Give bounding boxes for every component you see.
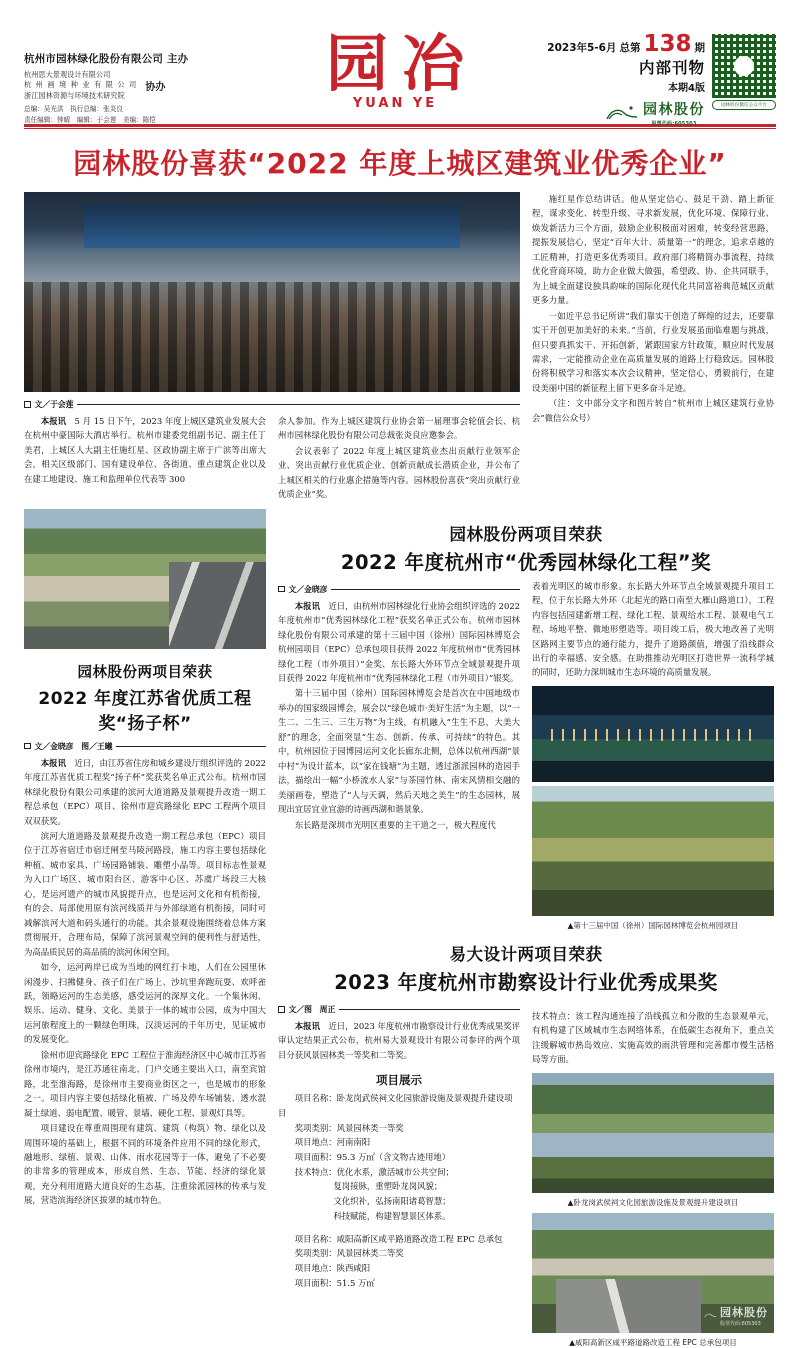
- leaf-hill-icon: [605, 103, 639, 123]
- stock-code: 股票代码:605303: [651, 121, 697, 127]
- watermark-title: 园林股份: [720, 1305, 768, 1319]
- article-3-para-4: 表着光明区的城市形象。东长路大外环节点全域景观提升项目工程，位于东长路大外环（北起光的路口南至大雁山路道口），工程内容包括园建新增工程、绿化工程、景观给水工程、景观电气工程、场地平整、微地形塑造等。项目竣工后，极大地改善了光明区路网主要节点的通行能力，提升了道路颜值，增强了沿线群众出行的幸福感、安全感。在助推推动光明区打造世界一流科学城的同时，还助力深圳城市生态环境的高质量发展。: [532, 580, 774, 678]
- company-logo: [547, 99, 705, 127]
- project-1-tech-1: [278, 1165, 520, 1180]
- publisher-name: 杭州市园林绿化股份有限公司 主办: [24, 53, 189, 65]
- article-2-heading: [24, 661, 266, 734]
- company-name: 园林股份: [643, 102, 705, 118]
- article-1-col-1: [24, 414, 266, 503]
- article-2-para-5: 项目建设在尊重周围现有建筑、建筑（构筑）物、绿化以及周围环境的基础上，根据不同的环境条件应用不同的绿化形式，融地形、绿植、景观、山体、雨水花园等于一体，避免了不必要的非常多的管理成本，形成自然、生态、节能、经济的绿化景观，充分利用道路大道良好的生态基，注重徐派园林的传承与发展，营造滨海经济区拔翠的城市特色。: [24, 1123, 266, 1206]
- masthead: [24, 0, 776, 127]
- article-4-col-1: [278, 997, 520, 1348]
- content-row-1: [24, 192, 776, 503]
- masthead-divider-thin: [24, 128, 776, 129]
- conference-photo: [24, 192, 520, 392]
- project-1-name-value: 卧龙岗武侯祠文化园旅游设施及景观提升建设项目: [278, 1093, 513, 1118]
- article-3-para-2: 第十三届中国（徐州）国际园林博览会是首次在中国地级市举办的国家级园博会，展会以“绿色城市·美好生活”为主题，以“一生二、二生三、三生万物”为主线，有机融入“生生不息，大美大舒”的理念，全面突显“生态、创新、传承、可持续”的特色。其中，杭州园位于园博园运河文化长廊东北侧，总体以杭州西湖“景中村”为设计蓝本，以“家在钱塘”为主题，透过浙派园林的造园手法，描绘出一幅“小桥流水人家”与茶园竹林、南宋风情相交融的美丽画卷，塑造了“人与天调，然后天地之美生”的生态园林，展现出宜居宜业宜游的诗画西湖和谐景象。: [278, 688, 520, 815]
- issue-number: 138: [643, 31, 692, 57]
- article-1-body-cols: [24, 414, 520, 503]
- article-2: [24, 509, 266, 1348]
- project-2-name-label: 项目名称：: [294, 1233, 337, 1244]
- logo-pinyin: YUAN YE: [352, 96, 438, 112]
- square-bullet-icon: [24, 743, 31, 750]
- byline-rule: [331, 589, 520, 590]
- article-3-heading-line2: 2022 年度杭州市“优秀园林绿化工程”奖: [340, 550, 712, 574]
- article-4-tech-note: [532, 1009, 774, 1067]
- article-2-heading-line2: 2022 年度江苏省优质工程奖“扬子杯”: [38, 688, 252, 734]
- east-road-night-photo: [532, 686, 774, 782]
- article-1-para-4: 施红星作总结讲话。他从坚定信心、鼓足干劲、踏上新征程，谋求变化、转型升级、寻求新发展，优化环境、保障行业、焕发新活力三个方面，鼓励企业积极面对困难，转变经营思路，提振发展信心，坚定“百年大计、质量第一”的理念，追求卓越的工匠精神，打造更多优秀项目。政府部门将精简办事流程，持续优化营商环境，助力企业做大做强，希望政、协、企共同联手，为上城全面建设独具韵味的国际化现代化共同富裕典范城区贡献更多力量。: [532, 194, 774, 306]
- article-2-para-1: 本报讯 近日，由江苏省住房和城乡建设厅组织评选的 2022 年度江苏省优质工程奖“扬子杯”奖获奖名单正式公布。杭州市园林绿化股份有限公司承建的滨河大道道路及景观提升改造一期工程总承包（EPC）项目、徐州市迎宾路绿化 EPC 工程两个项目双双获奖。: [24, 757, 266, 826]
- leaf-hill-icon: [704, 1310, 717, 1320]
- publication-logo: [278, 27, 513, 112]
- article-4-intro-para: 本报讯 近日，2023 年度杭州市勘察设计行业优秀成果奖评审认定结果正式公布，杭州易大景观设计有限公司参评的两个项目分获风景园林类一等奖和二等奖。: [278, 1020, 520, 1060]
- article-1-col-2: [278, 414, 520, 503]
- co-organizer-3: 浙江园林资源与环境技术研究院: [24, 90, 125, 100]
- project-1-tech-item-1: 优化水系，激活城市公共空间；: [336, 1166, 454, 1177]
- square-bullet-icon: [278, 586, 285, 593]
- co-organizer-block: [24, 70, 274, 101]
- article-2-byline-text: 文／金晓彦 图／王曦: [34, 741, 113, 751]
- article-2-para-4: 徐州市迎宾路绿化 EPC 工程位于淮海经济区中心城市江苏省徐州市境内，是江苏通往南北、门户交通主要出入口，南至宾馆路，北至淮海路，是徐州市主要商业街区之一，也是城市的形象之一。项目内容主要包括绿化植被、广场及停车场铺装、透水混凝土绿道、弱电配置、暖管、景墙、硬化工程、景观灯具等。: [24, 1049, 266, 1118]
- article-1-para-1: 本报讯 5 月 15 日下午，2023 年度上城区建筑业发展大会在杭州中豪国际大酒店举行。杭州市建委党组副书记、副主任丁美君，上城区人大副主任施红星、区政协副主席于广滨等出席大会，相关区级部门、国有建设单位、各街道、重点建筑企业以及在建工地建设、施工和监理单位代表等 300: [24, 416, 266, 484]
- issue-prefix: 总第: [619, 42, 641, 54]
- article-3-col-1: [278, 577, 520, 931]
- project-2-name-value: 咸阳高新区咸平路道路改造工程 EPC 总承包: [336, 1233, 503, 1244]
- co-organizer-2: 杭 州 画 境 种 业 有 限 公 司: [24, 80, 138, 90]
- project-2-area: 项目面积：51.5 万㎡: [294, 1277, 375, 1288]
- article-1-left: [24, 192, 520, 503]
- article-3-col-2: [532, 577, 774, 931]
- square-bullet-icon: [278, 1006, 285, 1013]
- article-2-heading-line1: 园林股份两项目荣获: [77, 664, 213, 681]
- article-3-byline: [278, 584, 520, 595]
- article-3-photo-caption: ▲第十三届中国（徐州）国际园林博览会杭州园项目: [567, 920, 739, 930]
- article-2-para-2: 滨河大道道路及景观提升改造一期工程总承包（EPC）项目位于江苏省宿迁市宿迁闸至马陵河路段，施工内容主要包括绿化种植、城市家具、广场园路铺装、雕塑小品等。项目标志性景观为入口广场区、城市阳台区、游客中心区、苏虞广场段三大核心，是运河遗产的城市风貌提升点，也是运河文化和有机衔接，有的会、局部使用原有滨河线质并与外部绿道有机衔接，同时可减解滨河大道和码头通行的功能。其余景观设施围绕着总体方案贯彻展开，合理布局，保障了滨河景观空间的便利性与舒适性，为高品质民居的高品质的滨河休闲空间。: [24, 830, 266, 957]
- issue-date: 2023年5-6月: [547, 42, 617, 54]
- article-4-byline-text: 文／图 周正: [288, 1004, 336, 1014]
- content-row-2: [24, 509, 776, 1348]
- project-2-location: 项目地点：陕西咸阳: [294, 1262, 371, 1273]
- watermark: [704, 1304, 768, 1327]
- square-bullet-icon: [24, 401, 31, 408]
- article-2-body: [24, 756, 266, 1208]
- masthead-issue-block: [516, 30, 776, 127]
- credits-line-2: 责任编辑：钟晴 编辑：于会莲 美编：陈恺: [24, 115, 156, 124]
- byline-rule: [339, 1009, 520, 1010]
- project-showcase-title: 项目展示: [376, 1073, 422, 1088]
- internal-publication-label: 内部刊物: [638, 59, 705, 77]
- article-3-heading: [278, 521, 774, 575]
- editorial-credits: [24, 104, 274, 125]
- article-4-byline: [278, 1004, 520, 1015]
- project-1-tech-4: 科技赋能，构建智慧景区体系。: [333, 1210, 451, 1221]
- project-1-award: 奖项类别：风景园林类一等奖: [294, 1122, 404, 1133]
- wolonggang-photo: [532, 1073, 774, 1193]
- article-3-body-left: [278, 599, 520, 832]
- article-4-heading-line2: 2023 年度杭州市勘察设计行业优秀成果奖: [334, 970, 718, 994]
- article-4-photo-caption-1: ▲卧龙岗武侯祠文化园旅游设施及景观提升建设项目: [567, 1197, 739, 1207]
- project-1: [278, 1091, 520, 1223]
- page-count-label: 本期4版: [668, 83, 705, 94]
- co-organizer-label: 协办: [145, 81, 166, 93]
- byline-rule: [77, 404, 520, 405]
- article-1-col-3: [532, 192, 774, 503]
- article-4-col-2: [532, 997, 774, 1348]
- credits-line-1: 总编：吴光洪 执行总编：张炎良: [24, 105, 123, 114]
- article-4-intro: [278, 1019, 520, 1062]
- article-1-para-2: 余人参加。作为上城区建筑行业协会第一届理事会轮值会长、杭州市园林绿化股份有限公司总裁张炎良应邀参会。: [278, 416, 520, 441]
- qr-code-block: [712, 34, 776, 127]
- issue-suffix: 期: [694, 42, 705, 54]
- project-1-name: [278, 1091, 520, 1120]
- co-organizer-1: 杭州思大景观设计有限公司: [24, 69, 111, 79]
- qr-caption: 园林股份微信公众平台: [712, 100, 776, 110]
- project-1-area: 项目面积：95.3 万㎡（含文物古迹用地）: [294, 1152, 451, 1163]
- project-1-name-label: 项目名称：: [294, 1093, 337, 1104]
- article-4-heading-line1: 易大设计两项目荣获: [449, 944, 603, 964]
- article-3-byline-text: 文／金晓彦: [288, 584, 328, 594]
- article-3-para-1: 本报讯 近日，由杭州市园林绿化行业协会组织评选的 2022 年度杭州市“优秀园林绿化工程”获奖名单正式公布。杭州市园林绿化股份有限公司承建的第十三届中国（徐州）国际园林博览会杭州园项目（EPC）总承包项目获得 2022 年度杭州市“优秀园林绿化工程（市外项目）”金奖、东长路大外环节点全域景观提升项目获得 2022 年度杭州市“优秀园林绿化工程（市外项目）”银奖。: [278, 600, 520, 683]
- article-2-byline: [24, 741, 266, 752]
- article-1-para-3: 会议表彰了 2022 年度上城区建筑业杰出贡献行业领军企业、突出贡献行业优质企业、创新贡献成长潜质企业，并公布了上城区相关的行业惠企措施等内容。园林股份喜获“突出贡献行业优质企业”奖。: [278, 445, 520, 500]
- qr-code-icon[interactable]: [712, 34, 776, 98]
- project-1-tech-label: 技术特点：: [294, 1166, 337, 1177]
- article-1-para-5: 一如近平总书记所讲“我们靠实干创造了辉煌的过去，还要靠实干开创更加美好的未来。”当前，行业发展虽面临难题与挑战，但只要真抓实干、开拓创新，紧跟国家方针政策，顺应时代发展需求，一定能推动企业在高质量发展的道路上行稳致远。园林股份将积极学习和落实本次会议精神，坚定信心，勇毅前行，在建设美丽中国的新征程上留下更多奋斗足迹。: [532, 310, 774, 393]
- article-3-cols: [278, 577, 774, 931]
- article-4-cols: [278, 997, 774, 1348]
- article-1-note: （注：文中部分文字和图片转自“杭州市上城区建筑行业协会”微信公众号）: [532, 398, 774, 423]
- page-title: 园林股份喜获“2022 年度上城区建筑业优秀企业”: [73, 147, 727, 180]
- article-3-para-3: 东长路是深圳市光明区重要的主干道之一，极大程度代: [294, 819, 496, 830]
- right-section: [278, 509, 774, 1348]
- article-4-tech-para: 技术特点：该工程沟通连接了沿线孤立和分散的生态景观单元，有机构建了区域城市生态网络体系，在低碳生态视角下，重点关注缓解城市热岛效应、实施高效的雨洪管理和完善都市慢生活格局等方面。: [532, 1010, 774, 1065]
- article-1-byline-text: 文／于会莲: [34, 400, 74, 409]
- xianyang-road-photo: [532, 1213, 774, 1333]
- article-2-para-3: 如今，运河两岸已成为当地的网红打卡地，人们在公园里休闲漫步、扫拂健身、孩子们在广场上、沙坑里奔跑玩耍、欢呼雀跃，领略运河的生态美感，感受运河的深厚文化。一个集休闲、娱乐、运动、健身、文化、美景于一体的城市公园，成为中国大运河旅程度上的一颗绿色明珠，汉淡运河的千年历史，见证城市的发展变化。: [24, 962, 266, 1045]
- project-2-award: 奖项类别：风景园林类二等奖: [294, 1248, 404, 1259]
- article-3-heading-line1: 园林股份两项目荣获: [449, 524, 603, 544]
- project-1-tech-2: 复岗接脉，重塑卧龙岗风貌；: [333, 1181, 443, 1192]
- article-4-heading: [278, 941, 774, 995]
- project-2: [278, 1232, 520, 1291]
- project-1-location: 项目地点：河南南阳: [294, 1137, 371, 1148]
- watermark-code: 股票代码:605303: [720, 1320, 761, 1327]
- expo-garden-photo: [532, 786, 774, 916]
- article-1-byline: [24, 399, 520, 410]
- project-1-tech-3: 文化织补，弘扬南阳诸葛智慧；: [333, 1196, 451, 1207]
- logo-chinese: 园冶: [325, 27, 478, 100]
- project-2-name: [278, 1232, 520, 1247]
- byline-rule: [116, 746, 266, 747]
- riverside-aerial-photo: [24, 509, 266, 649]
- article-3-body-right: [532, 579, 774, 680]
- masthead-publisher-block: [24, 30, 274, 125]
- article-4-photo-caption-2: ▲咸阳高新区咸平路道路改造工程 EPC 总承包项目: [569, 1337, 737, 1347]
